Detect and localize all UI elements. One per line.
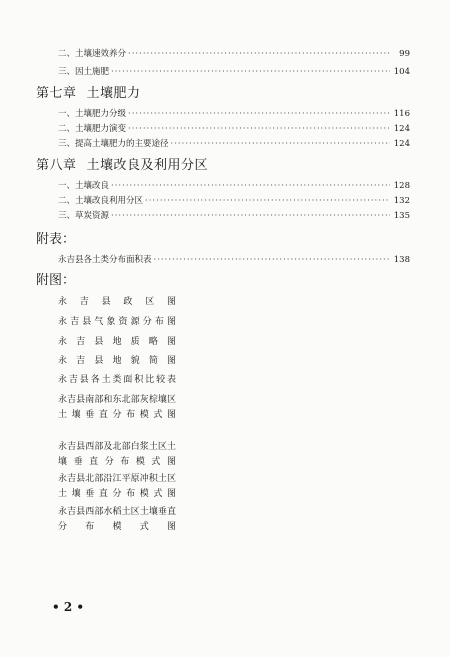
toc-entry-label: 永吉县各土类分布面积表: [58, 255, 152, 265]
dot-leader: [128, 108, 390, 120]
toc-entry: [58, 48, 410, 60]
dot-leader: [111, 180, 390, 192]
toc-entry-page: 116: [393, 109, 410, 119]
toc-entry-label: 二、土壤速效养分: [58, 49, 127, 59]
toc-entry: [58, 66, 410, 78]
toc-entry-page: 135: [393, 211, 410, 221]
map-list-item: 永吉县地质略图: [58, 337, 176, 347]
map-list-item: 永吉县南部和东北部灰棕壤区土壤垂直分布模式图: [58, 395, 176, 420]
chapter-title: 土壤改良及利用分区: [86, 158, 209, 173]
map-list-item: 永吉县地貌简图: [58, 356, 176, 366]
toc-entry-label: 二、土壤肥力演变: [58, 124, 127, 134]
map-list-item: 永吉县西部及北部白浆土区土壤垂直分布模式图: [58, 442, 176, 467]
dot-leader: [111, 66, 390, 78]
toc-entry: [58, 210, 410, 222]
dot-leader: [154, 254, 390, 266]
appendix-maps-heading: 附图：: [36, 273, 76, 288]
map-list-item: 永吉县西部水稻土区土壤垂直分布模式图: [58, 507, 176, 532]
toc-entry-page: 124: [393, 124, 410, 134]
toc-entry-page: 104: [393, 67, 410, 77]
appendix-tables-heading: 附表：: [36, 232, 76, 247]
map-list-item: 永吉县北部沿江平原冲积土区土壤垂直分布模式图: [58, 474, 176, 499]
page-number: • 2 •: [52, 600, 85, 614]
toc-entry-page: 124: [393, 139, 410, 149]
toc-entry: [58, 180, 410, 192]
dot-leader: [128, 123, 390, 135]
toc-entry-page: 132: [393, 196, 410, 206]
toc-entry: [58, 138, 410, 150]
toc-entry-label: 一、土壤肥力分级: [58, 109, 127, 119]
toc-entry-page: 128: [393, 181, 410, 191]
map-list-item: 永吉县各土类面积比较表: [58, 375, 176, 385]
toc-entry-page: 138: [393, 255, 410, 265]
chapter-title: 土壤肥力: [86, 86, 141, 101]
dot-leader: [128, 48, 390, 60]
toc-entry-label: 三、草炭资源: [58, 211, 110, 221]
toc-entry: [58, 195, 410, 207]
dot-leader: [171, 138, 390, 150]
chapter-number: 第七章: [36, 86, 77, 101]
chapter-number: 第八章: [36, 158, 77, 173]
toc-entry-label: 三、提高土壤肥力的主要途径: [58, 139, 169, 149]
toc-entry-label: 一、土壤改良: [58, 181, 110, 191]
toc-entry-page: 99: [399, 49, 410, 59]
map-list-item: 永吉县政区图: [58, 297, 176, 307]
toc-entry-label: 二、土壤改良利用分区: [58, 196, 144, 206]
dot-leader: [145, 195, 390, 207]
toc-entry: [58, 123, 410, 135]
chapter-8-heading: [36, 158, 208, 174]
toc-entry-label: 三、因土施肥: [58, 67, 110, 77]
toc-entry: [58, 108, 410, 120]
chapter-7-heading: [36, 86, 141, 102]
dot-leader: [111, 210, 390, 222]
map-list-item: 永吉县气象资源分布图: [58, 317, 176, 327]
toc-entry: [58, 254, 410, 266]
